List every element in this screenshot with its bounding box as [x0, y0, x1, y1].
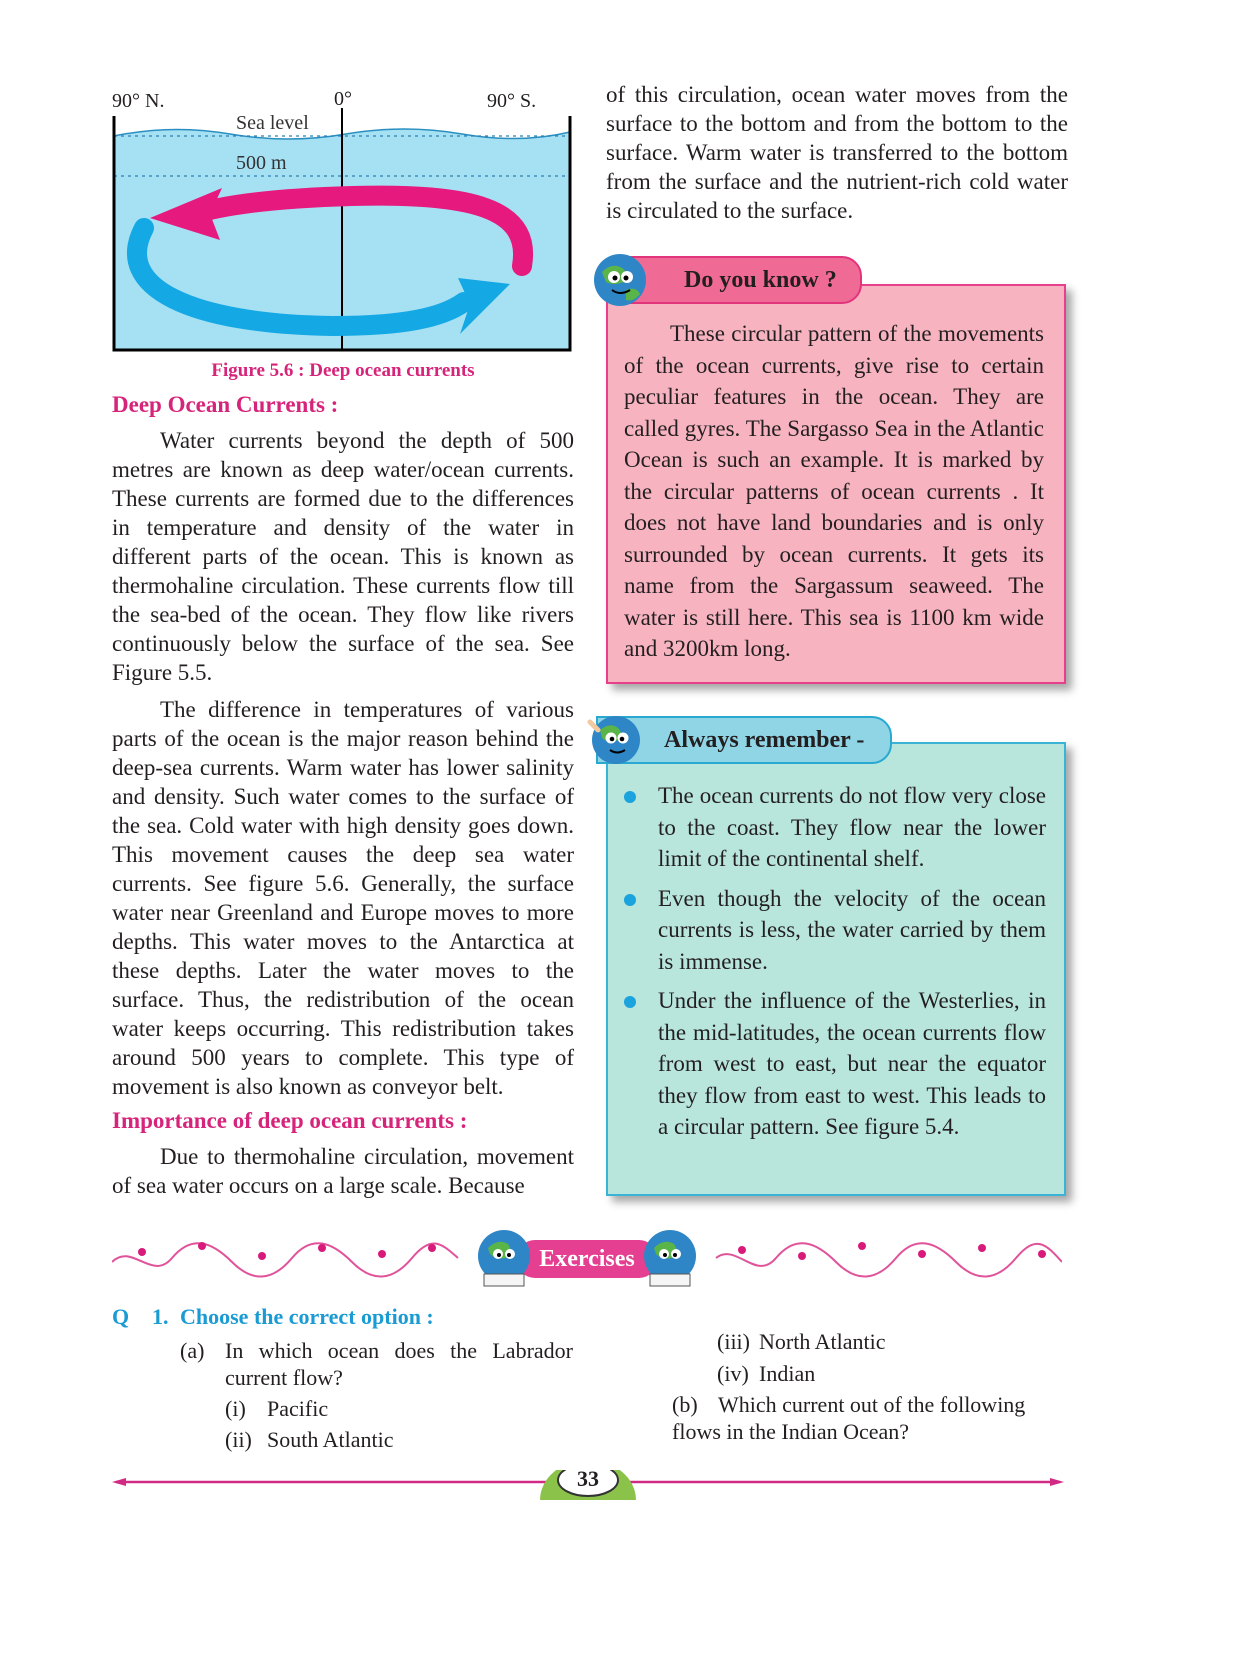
part-a-label: (a) [180, 1338, 205, 1363]
globe-mascot-icon [590, 250, 652, 312]
option-number: (i) [225, 1396, 246, 1421]
option-text: South Atlantic [267, 1427, 394, 1452]
part-b-question: Which current out of the following flows in the Indian Ocean? [672, 1392, 1026, 1444]
option-number: (iv) [717, 1361, 749, 1386]
label-90-north: 90° N. [112, 90, 165, 112]
paragraph-deep-currents: Water currents beyond the depth of 500 metres are known as deep water/ocean currents. These currents are formed due to the differences in temperature and density of the water in different parts of the ocean. This is known as thermohaline circulation. These currents flow till the sea-bed of the ocean. They flow like rivers continuously below the surface of the sea. See Figure 5.5. [112, 428, 574, 685]
label-zero-degree: 0° [334, 88, 352, 110]
exercises-title: Exercises [539, 1246, 635, 1272]
option-number: (iii) [717, 1329, 750, 1354]
label-sea-level: Sea level [236, 112, 309, 134]
question-number: 1. [152, 1304, 169, 1329]
remember-item [610, 883, 1046, 978]
option-text: Indian [759, 1361, 816, 1386]
bullet-icon [624, 894, 636, 906]
always-remember-list [610, 780, 1046, 1151]
left-column-body-2 [112, 1142, 574, 1208]
left-column-body [112, 426, 574, 1109]
remember-item-text: Under the influence of the Westerlies, in the mid-latitudes, the ocean currents flow from west to east, but near the equator they flow from east to west. This leads to a circular pattern. See figure 5.4. [658, 988, 1046, 1139]
figure-caption: Figure 5.6 : Deep ocean currents [211, 360, 475, 381]
question-title: Choose the correct option : [180, 1304, 434, 1329]
label-90-south: 90° S. [487, 90, 537, 112]
part-a-question: In which ocean does the Labrador current flow? [225, 1338, 573, 1390]
footer-rule [112, 1466, 1064, 1500]
always-remember-tab: Always remember - [596, 716, 892, 764]
label-500m: 500 m [236, 152, 287, 174]
remember-item [610, 985, 1046, 1143]
right-column-continuation: of this circulation, ocean water moves from the surface to the bottom and from the bottom to the surface. Warm water is transferred to the bottom from the surface and the nutrient-rich cold water is circulated to the surface. [606, 82, 1068, 223]
option-text: North Atlantic [759, 1329, 886, 1354]
paragraph-temperature-difference: The difference in temperatures of various parts of the ocean is the major reason behind the deep-sea currents. Warm water has lower salinity and density. Such water comes to the surface of the sea. Cold water with high density goes down. This movement causes the deep sea water currents. See figure 5.6. Generally, the surface water near Greenland and Europe moves to more depths. This water moves to the Antarctica at these depths. Later the water moves to the surface. Thus, the redistribution of the ocean water keeps occurring. This redistribution takes around 500 years to complete. This type of movement is also known as conveyor belt. [112, 697, 574, 1099]
option-number: (ii) [225, 1427, 252, 1452]
ocean-diagram [112, 88, 574, 358]
heading-deep-ocean-currents: Deep Ocean Currents : [112, 392, 339, 417]
figure-deep-ocean-currents [112, 88, 574, 358]
exercises-banner [112, 1222, 1062, 1292]
do-you-know-tab: Do you know ? [612, 256, 862, 304]
paragraph-thermohaline: Due to thermohaline circulation, movement of sea water occurs on a large scale. Because [112, 1144, 574, 1198]
heading-importance: Importance of deep ocean currents : [112, 1108, 468, 1133]
do-you-know-box [606, 284, 1066, 684]
remember-item [610, 780, 1046, 875]
always-remember-box [606, 742, 1066, 1196]
globe-pointing-icon [584, 708, 646, 770]
remember-item-text: Even though the velocity of the ocean currents is less, the water carried by them is immense. [658, 885, 1046, 974]
bullet-icon [624, 996, 636, 1008]
bullet-icon [624, 791, 636, 803]
page-number: 33 [577, 1466, 599, 1491]
part-b-label: (b) [672, 1392, 698, 1417]
question-label: Q [112, 1304, 130, 1329]
remember-item-text: The ocean currents do not flow very close to the coast. They flow near the lower limit of the continental shelf. [658, 783, 1046, 871]
do-you-know-text: These circular pattern of the movements of the ocean currents, give rise to certain peculiar features in the ocean. They are called gyres. The Sargasso Sea in the Atlantic Ocean is such an example. It is marked by the circular patterns of ocean currents . It does not have land boundaries and is only surrounded by ocean currents. It gets its name from the Sargassum seaweed. The water is still here. This sea is 1100 km wide and 3200km long. [624, 321, 1044, 661]
option-text: Pacific [267, 1396, 329, 1421]
